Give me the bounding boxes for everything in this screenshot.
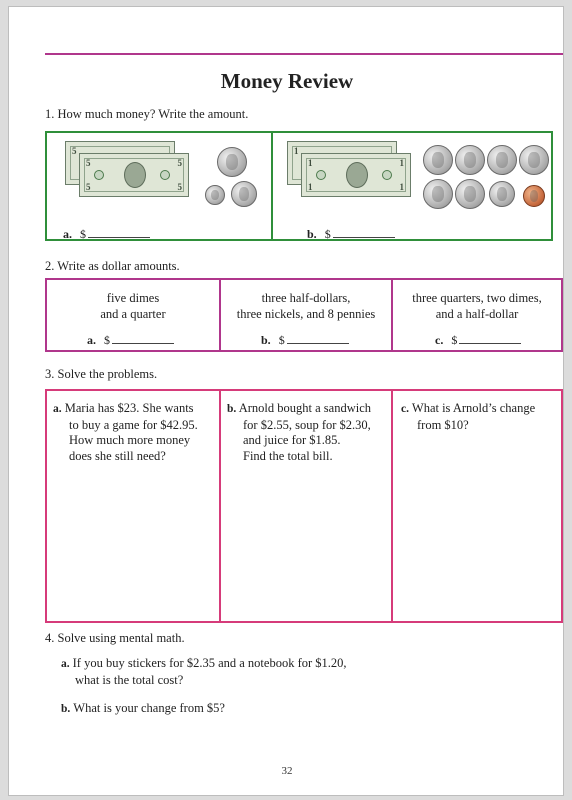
quarter-coin-icon	[217, 147, 247, 177]
question-2-box	[45, 278, 563, 352]
question-4-prompt: 4. Solve using mental math.	[45, 631, 185, 645]
question-2-cell-c: three quarters, two dimes, and a half-dollar c. $	[412, 291, 542, 347]
problem-a: a. Maria has $23. She wants to buy a game for $42.95. How much more money does she still need?	[53, 401, 198, 463]
quarter-coin-icon	[519, 145, 549, 175]
portrait-icon	[124, 162, 146, 188]
one-dollar-bill: 1	[287, 141, 397, 185]
question-2-cell-b: three half-dollars, three nickels, and 8 pennies b. $	[236, 291, 376, 347]
question-1-divider	[271, 133, 273, 239]
question-2-prompt: 2. Write as dollar amounts.	[45, 259, 180, 273]
answer-a: a. $	[63, 227, 150, 242]
answer-c-blank[interactable]	[459, 333, 521, 344]
header-rule	[45, 53, 563, 55]
question-3-prompt: 3. Solve the problems.	[45, 367, 158, 381]
answer-b: b. $	[307, 227, 395, 242]
answer-a-blank[interactable]	[88, 227, 150, 238]
question-2-cell-a: five dimes and a quarter a. $	[47, 280, 219, 350]
question-4-part-a: a. If you buy stickers for $2.35 and a notebook for $1.20, what is the total cost?	[61, 656, 347, 687]
seal-icon	[160, 170, 170, 180]
question-3-divider	[391, 391, 393, 621]
nickel-coin-icon	[489, 181, 515, 207]
problem-c: c. What is Arnold’s change from $10?	[401, 401, 536, 432]
question-1-box	[45, 131, 553, 241]
answer-b-blank[interactable]	[333, 227, 395, 238]
answer-b-blank[interactable]	[287, 333, 349, 344]
question-3-box	[45, 389, 563, 623]
quarter-coin-icon	[487, 145, 517, 175]
seal-icon	[316, 170, 326, 180]
one-dollar-bill: 1 1 1 1	[301, 153, 411, 197]
portrait-icon	[346, 162, 368, 188]
page-title: Money Review	[220, 69, 354, 93]
seal-icon	[94, 170, 104, 180]
five-dollar-bill: 5 5 5 5	[79, 153, 189, 197]
quarter-coin-icon	[423, 179, 453, 209]
penny-coin-icon	[523, 185, 545, 207]
answer-a-blank[interactable]	[112, 333, 174, 344]
problem-b: b. Arnold bought a sandwich for $2.55, soup for $2.30, and juice for $1.85. Find the total bill.	[227, 401, 371, 463]
five-dollar-bill: 5	[65, 141, 175, 185]
quarter-coin-icon	[423, 145, 453, 175]
question-4-part-b: b. What is your change from $5?	[61, 701, 225, 715]
nickel-coin-icon	[231, 181, 257, 207]
worksheet-page	[8, 6, 564, 796]
quarter-coin-icon	[455, 145, 485, 175]
quarter-coin-icon	[455, 179, 485, 209]
page-number: 32	[281, 765, 293, 777]
dime-coin-icon	[205, 185, 225, 205]
question-3-divider	[219, 391, 221, 621]
seal-icon	[382, 170, 392, 180]
question-1-prompt: 1. How much money? Write the amount.	[45, 107, 249, 121]
